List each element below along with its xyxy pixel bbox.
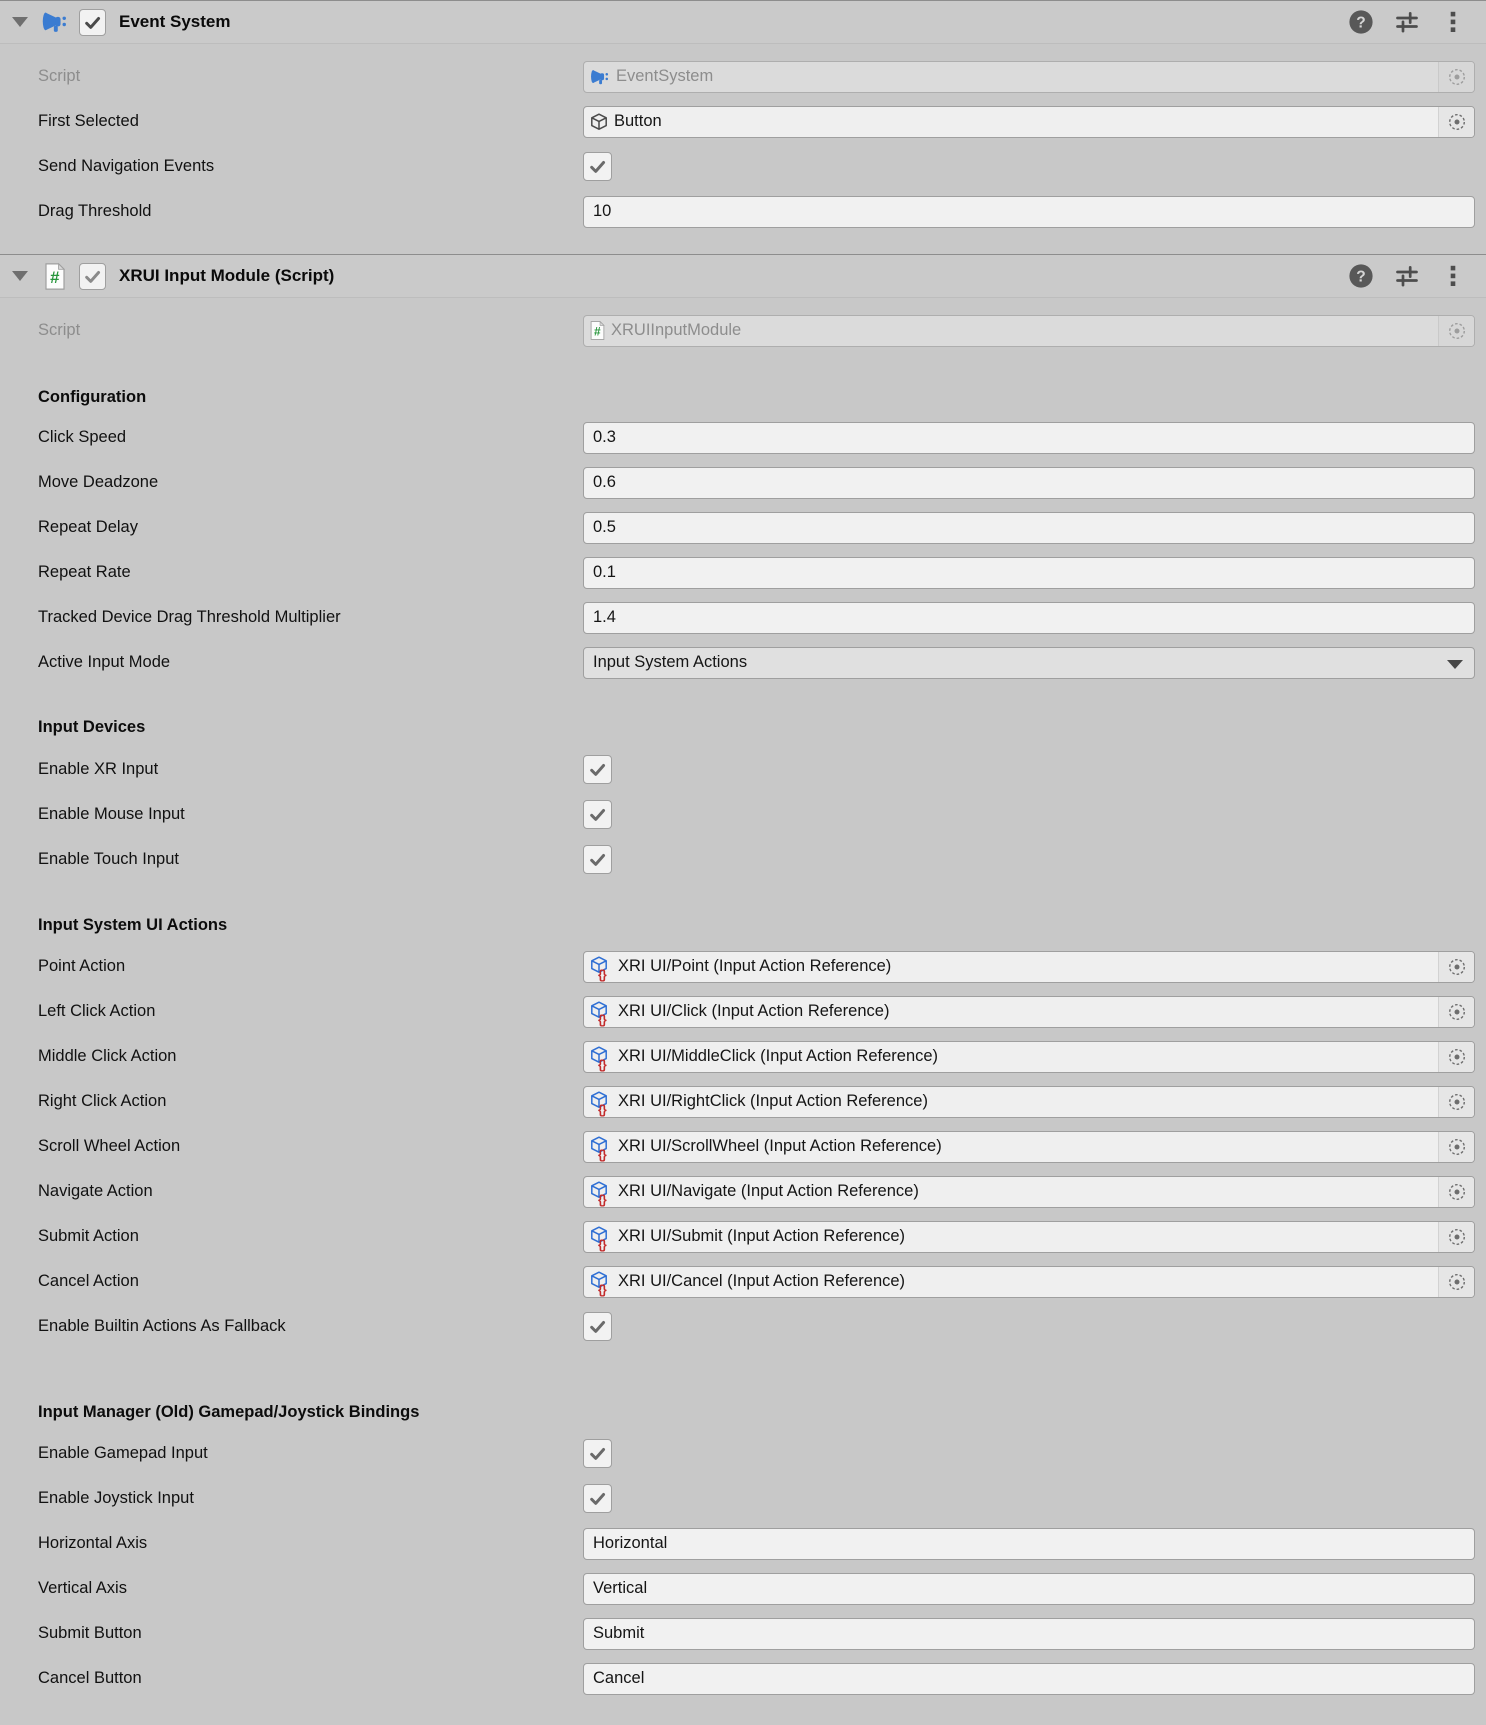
- enable-gamepad-input-checkbox[interactable]: [583, 1439, 612, 1468]
- component-header-xrui-input-module: [0, 254, 1486, 298]
- field-label: Vertical Axis: [38, 1579, 127, 1597]
- kebab-menu-icon[interactable]: [1439, 263, 1466, 290]
- object-field-value: Button: [614, 112, 662, 130]
- header-actions: [1347, 263, 1466, 290]
- row-point-action: [0, 944, 1486, 989]
- gameobject-cube-icon: [589, 112, 609, 132]
- input-action-reference-icon: {}: [589, 1270, 614, 1294]
- row-submit-button: [0, 1611, 1486, 1656]
- field-label: Enable Joystick Input: [38, 1489, 194, 1507]
- scroll-wheel-action-object-field[interactable]: [583, 1131, 1475, 1163]
- object-picker-icon[interactable]: [1438, 107, 1474, 137]
- row-drag-threshold: [0, 189, 1486, 234]
- foldout-arrow-icon[interactable]: [12, 271, 28, 281]
- send-navigation-events-checkbox[interactable]: [583, 152, 612, 181]
- object-picker-icon[interactable]: [1438, 1222, 1474, 1252]
- section-heading-configuration: Configuration: [38, 388, 147, 406]
- object-field-value: XRI UI/RightClick (Input Action Reference): [618, 1092, 928, 1110]
- input-action-reference-icon: {}: [589, 1135, 614, 1159]
- event-system-icon: [39, 6, 71, 38]
- field-label: Click Speed: [38, 428, 127, 446]
- input-action-reference-icon: {}: [589, 955, 614, 979]
- field-label: Enable Touch Input: [38, 850, 179, 868]
- object-picker-icon[interactable]: [1438, 952, 1474, 982]
- help-icon[interactable]: [1347, 9, 1374, 36]
- row-enable-touch-input: [0, 837, 1486, 882]
- field-label: Repeat Rate: [38, 563, 131, 581]
- field-label: Move Deadzone: [38, 473, 159, 491]
- field-label: Cancel Action: [38, 1272, 139, 1290]
- row-tracked-device-drag-threshold-multiplier: [0, 595, 1486, 640]
- kebab-menu-icon[interactable]: [1439, 9, 1466, 36]
- repeat-rate-input[interactable]: [583, 557, 1475, 589]
- row-active-input-mode: [0, 640, 1486, 685]
- row-navigate-action: [0, 1169, 1486, 1214]
- field-label: Drag Threshold: [38, 202, 152, 220]
- section-heading-input-devices: Input Devices: [38, 718, 146, 736]
- input-action-reference-icon: {}: [589, 1180, 614, 1204]
- field-label: Navigate Action: [38, 1182, 153, 1200]
- row-repeat-delay: [0, 505, 1486, 550]
- object-field-value: XRI UI/Click (Input Action Reference): [618, 1002, 890, 1020]
- field-label: Submit Action: [38, 1227, 139, 1245]
- move-deadzone-input[interactable]: [583, 467, 1475, 499]
- object-picker-icon[interactable]: [1438, 316, 1474, 346]
- object-field-value: XRI UI/Cancel (Input Action Reference): [618, 1272, 906, 1290]
- field-label: Enable Builtin Actions As Fallback: [38, 1317, 286, 1335]
- object-picker-icon[interactable]: [1438, 997, 1474, 1027]
- field-label: Point Action: [38, 957, 126, 975]
- field-label: Left Click Action: [38, 1002, 156, 1020]
- header-actions: [1347, 9, 1466, 36]
- row-send-navigation-events: [0, 144, 1486, 189]
- row-first-selected: [0, 99, 1486, 144]
- input-action-reference-icon: {}: [589, 1045, 614, 1069]
- row-vertical-axis: [0, 1566, 1486, 1611]
- dropdown-selected-value: Input System Actions: [593, 653, 748, 671]
- row-enable-builtin-actions-as-fallback: [0, 1304, 1486, 1349]
- enable-mouse-input-checkbox[interactable]: [583, 800, 612, 829]
- field-label: First Selected: [38, 112, 139, 130]
- bottom-spacer: [0, 1701, 1486, 1725]
- object-picker-icon[interactable]: [1438, 1087, 1474, 1117]
- object-picker-icon[interactable]: [1438, 1177, 1474, 1207]
- object-field-value: XRI UI/MiddleClick (Input Action Reference): [618, 1047, 939, 1065]
- row-left-click-action: [0, 989, 1486, 1034]
- object-field-value: XRI UI/Navigate (Input Action Reference): [618, 1182, 919, 1200]
- row-submit-action: [0, 1214, 1486, 1259]
- section-heading-input-manager-bindings: Input Manager (Old) Gamepad/Joystick Bindings: [38, 1402, 420, 1421]
- field-label: Right Click Action: [38, 1092, 167, 1110]
- submit-button-input[interactable]: [583, 1618, 1475, 1650]
- object-picker-icon[interactable]: [1438, 1267, 1474, 1297]
- row-enable-mouse-input: [0, 792, 1486, 837]
- field-label: Repeat Delay: [38, 518, 138, 536]
- click-speed-input[interactable]: [583, 422, 1475, 454]
- object-field-value: XRI UI/Point (Input Action Reference): [618, 957, 892, 975]
- event-system-icon: [589, 66, 611, 88]
- object-field-value: XRUIInputModule: [611, 321, 742, 339]
- script-object-field[interactable]: [583, 61, 1475, 93]
- component-title: Event System: [119, 12, 231, 31]
- object-picker-icon[interactable]: [1438, 1132, 1474, 1162]
- repeat-delay-input[interactable]: [583, 512, 1475, 544]
- xrui-input-module-enabled-checkbox[interactable]: [79, 263, 106, 290]
- event-system-enabled-checkbox[interactable]: [79, 9, 106, 36]
- navigate-action-object-field[interactable]: [583, 1176, 1475, 1208]
- field-label: Script: [38, 321, 81, 339]
- row-enable-gamepad-input: [0, 1431, 1486, 1476]
- field-label: Enable Gamepad Input: [38, 1444, 208, 1462]
- csharp-script-icon: [39, 260, 71, 292]
- row-repeat-rate: [0, 550, 1486, 595]
- field-label: Submit Button: [38, 1624, 142, 1642]
- section-heading-input-system-ui-actions: Input System UI Actions: [38, 915, 228, 934]
- field-label: Script: [38, 67, 81, 85]
- left-click-action-object-field[interactable]: [583, 996, 1475, 1028]
- field-label: Enable XR Input: [38, 760, 159, 778]
- row-move-deadzone: [0, 460, 1486, 505]
- horizontal-axis-input[interactable]: [583, 1528, 1475, 1560]
- object-field-value: XRI UI/ScrollWheel (Input Action Reference): [618, 1137, 942, 1155]
- row-script: [0, 308, 1486, 353]
- field-label: Enable Mouse Input: [38, 805, 185, 823]
- field-label: Horizontal Axis: [38, 1534, 148, 1552]
- enable-touch-input-checkbox[interactable]: [583, 845, 612, 874]
- drag-threshold-input[interactable]: [583, 196, 1475, 228]
- row-cancel-action: [0, 1259, 1486, 1304]
- object-field-value: XRI UI/Submit (Input Action Reference): [618, 1227, 906, 1245]
- chevron-down-icon: [1447, 660, 1463, 669]
- row-cancel-button: [0, 1656, 1486, 1701]
- enable-builtin-actions-as-fallback-checkbox[interactable]: [583, 1312, 612, 1341]
- component-title: XRUI Input Module (Script): [119, 266, 335, 285]
- presets-icon[interactable]: [1393, 263, 1420, 290]
- middle-click-action-object-field[interactable]: [583, 1041, 1475, 1073]
- field-label: Cancel Button: [38, 1669, 142, 1687]
- row-enable-xr-input: [0, 747, 1486, 792]
- input-action-reference-icon: {}: [589, 1000, 614, 1024]
- submit-action-object-field[interactable]: [583, 1221, 1475, 1253]
- field-label: Scroll Wheel Action: [38, 1137, 181, 1155]
- enable-xr-input-checkbox[interactable]: [583, 755, 612, 784]
- field-label: Middle Click Action: [38, 1047, 177, 1065]
- component-header-event-system: [0, 0, 1486, 44]
- input-action-reference-icon: {}: [589, 1225, 614, 1249]
- tracked-device-drag-threshold-multiplier-input[interactable]: [583, 602, 1475, 634]
- right-click-action-object-field[interactable]: [583, 1086, 1475, 1118]
- active-input-mode-dropdown[interactable]: [583, 647, 1475, 679]
- presets-icon[interactable]: [1393, 9, 1420, 36]
- row-middle-click-action: [0, 1034, 1486, 1079]
- csharp-script-icon: [589, 320, 606, 341]
- point-action-object-field[interactable]: [583, 951, 1475, 983]
- foldout-arrow-icon[interactable]: [12, 17, 28, 27]
- field-label: Active Input Mode: [38, 653, 171, 671]
- script-object-field[interactable]: [583, 315, 1475, 347]
- row-click-speed: [0, 415, 1486, 460]
- help-icon[interactable]: [1347, 263, 1374, 290]
- input-action-reference-icon: {}: [589, 1090, 614, 1114]
- object-picker-icon[interactable]: [1438, 62, 1474, 92]
- field-label: Send Navigation Events: [38, 157, 215, 175]
- row-horizontal-axis: [0, 1521, 1486, 1566]
- row-scroll-wheel-action: [0, 1124, 1486, 1169]
- cancel-action-object-field[interactable]: [583, 1266, 1475, 1298]
- field-label: Tracked Device Drag Threshold Multiplier: [38, 608, 341, 626]
- vertical-axis-input[interactable]: [583, 1573, 1475, 1605]
- row-enable-joystick-input: [0, 1476, 1486, 1521]
- object-field-value: EventSystem: [616, 67, 714, 85]
- row-script: [0, 54, 1486, 99]
- row-right-click-action: [0, 1079, 1486, 1124]
- object-picker-icon[interactable]: [1438, 1042, 1474, 1072]
- enable-joystick-input-checkbox[interactable]: [583, 1484, 612, 1513]
- cancel-button-input[interactable]: [583, 1663, 1475, 1695]
- first-selected-object-field[interactable]: [583, 106, 1475, 138]
